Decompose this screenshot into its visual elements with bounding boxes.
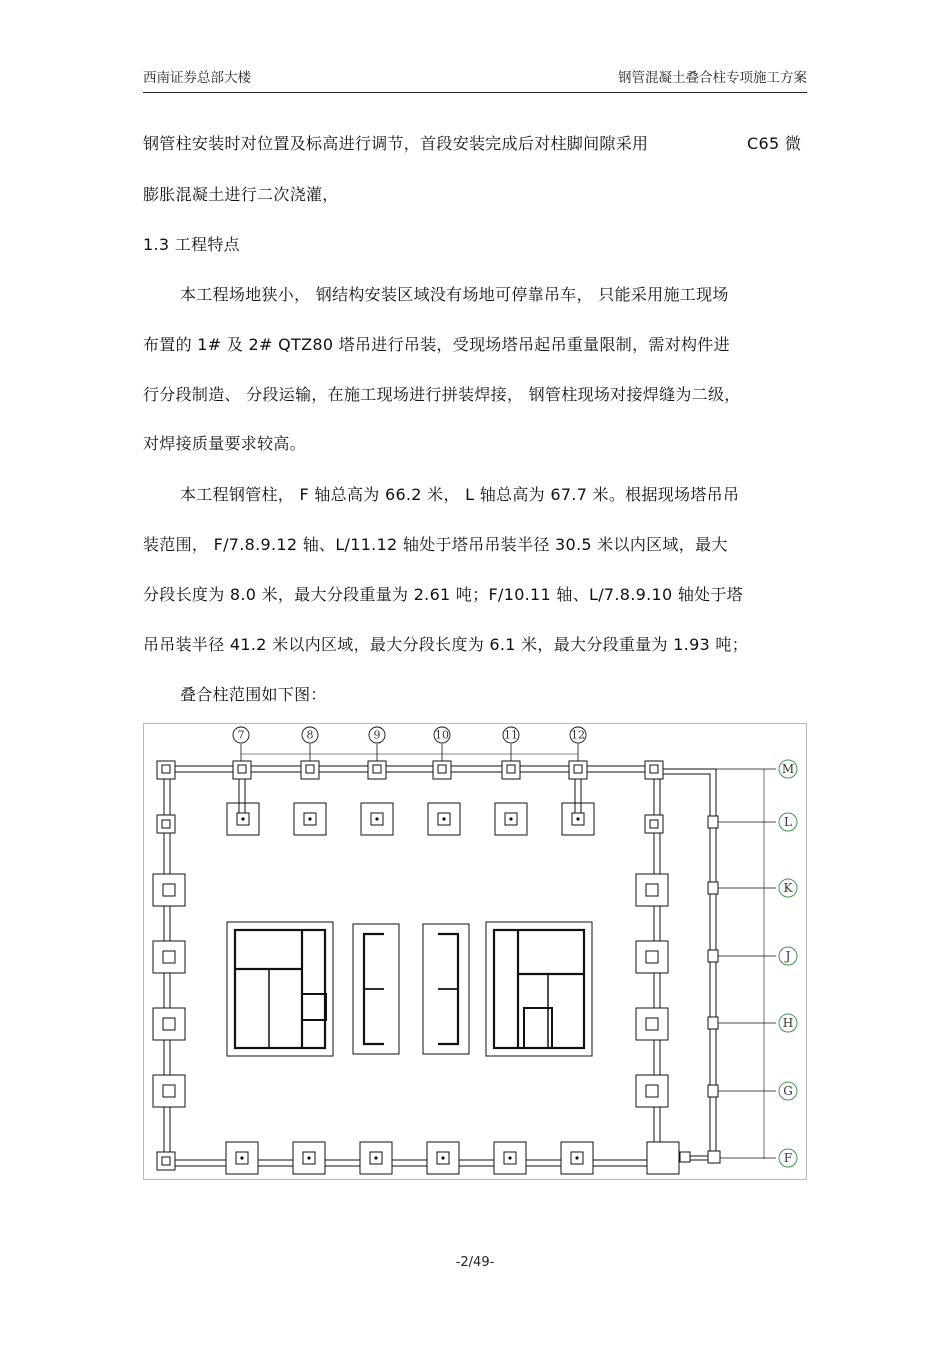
header-rule: [143, 92, 807, 93]
page-number: -2/49-: [455, 1255, 495, 1270]
axis-label-9: 9: [373, 728, 381, 742]
header-project-name: 西南证券总部大楼: [143, 70, 251, 86]
paragraph-3-line-2: 装范围， F/7.8.9.12 轴、L/11.12 轴处于塔吊吊装半径 30.5 米以内区域，最大: [143, 535, 728, 554]
section-heading: 1.3 工程特点: [143, 235, 240, 254]
axis-label-H: H: [782, 1016, 794, 1030]
axis-label-K: K: [783, 881, 793, 895]
column-layout-plan-drawing: [143, 723, 807, 1180]
paragraph-2-line-4: 对焊接质量要求较高。: [143, 434, 307, 453]
paragraph-3-line-3: 分段长度为 8.0 米，最大分段重量为 2.61 吨；F/10.11 轴、L/7.8.9.10 轴处于塔: [143, 585, 744, 604]
core-wall-left: [235, 930, 325, 1048]
axis-label-10: 10: [435, 728, 449, 742]
core-wall-right: [494, 930, 584, 1048]
axis-label-7: 7: [237, 728, 245, 742]
core-wall-left-outline: [227, 922, 333, 1056]
paragraph-2-line-2: 布置的 1# 及 2# QTZ80 塔吊进行吊装，受现场塔吊起吊重量限制，需对构件进: [143, 335, 730, 354]
axis-label-11: 11: [504, 728, 518, 742]
figure-caption: 叠合柱范围如下图：: [180, 685, 327, 704]
axis-label-M: M: [781, 762, 795, 776]
axis-label-12: 12: [571, 728, 585, 742]
axis-label-8: 8: [306, 728, 314, 742]
column-corner: [647, 1142, 679, 1174]
column-extension: [708, 1085, 718, 1097]
column-extension: [708, 1151, 720, 1163]
axis-label-F: F: [783, 1151, 793, 1165]
core-wall-right-outline: [486, 922, 592, 1056]
paragraph-2-line-1: 本工程场地狭小， 钢结构安装区域没有场地可停靠吊车， 只能采用施工现场: [180, 285, 729, 304]
paragraph-1-line-1: 钢管柱安装时对位置及标高进行调节，首段安装完成后对柱脚间隙采用: [143, 134, 649, 153]
plan-svg: [144, 724, 806, 1179]
paragraph-2-line-3: 行分段制造、 分段运输，在施工现场进行拼装焊接， 钢管柱现场对接焊缝为二级，: [143, 385, 741, 404]
column-extension: [708, 1017, 718, 1029]
paragraph-1-line-2: 膨胀混凝土进行二次浇灌，: [143, 185, 339, 204]
header-document-title: 钢管混凝土叠合柱专项施工方案: [618, 70, 807, 86]
column-extension: [680, 1152, 690, 1162]
column-extension: [708, 950, 718, 962]
axis-label-L: L: [784, 815, 792, 829]
paragraph-3-line-1: 本工程钢管柱， F 轴总高为 66.2 米， L 轴总高为 67.7 米。根据现场塔吊吊: [180, 485, 740, 504]
column-extension: [708, 882, 718, 894]
column-extension: [708, 816, 718, 828]
axis-label-J: J: [785, 949, 791, 963]
paragraph-1-line-1-end: C65 微: [747, 134, 802, 153]
paragraph-3-line-4: 吊吊装半径 41.2 米以内区域，最大分段长度为 6.1 米，最大分段重量为 1.93 吨；: [143, 635, 749, 654]
axis-label-G: G: [783, 1084, 793, 1098]
